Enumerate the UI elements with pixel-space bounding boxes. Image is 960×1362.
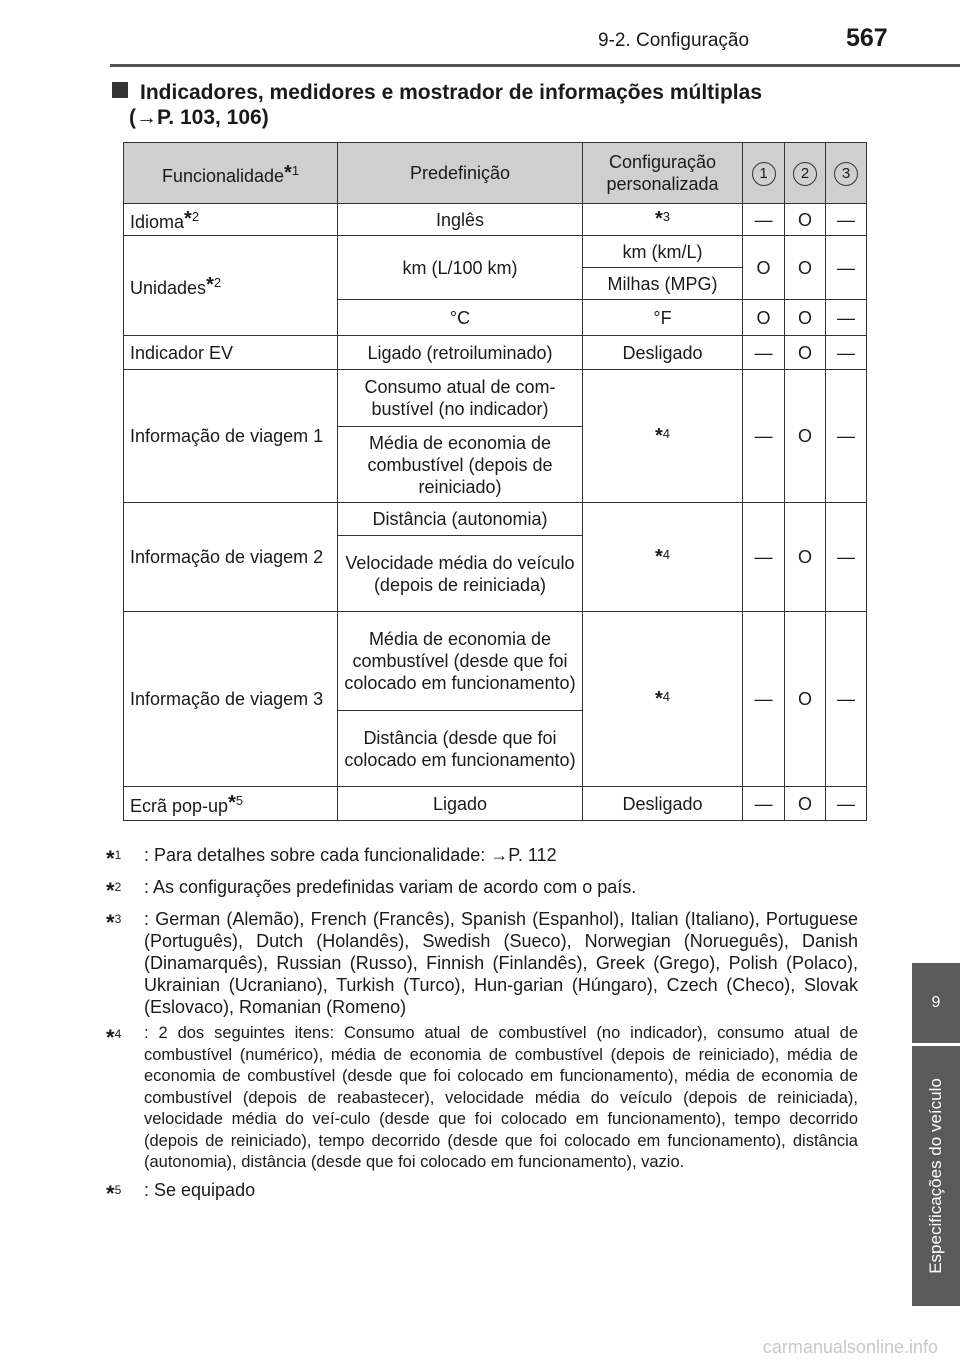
table-row: Unidades$^{*2}$ km (L/100 km) km (km/L) O O — — [124, 236, 867, 268]
feature-cell: Idioma$^{*2}$ — [124, 204, 338, 236]
header-circle-2 — [785, 143, 826, 204]
watermark-text: carmanualsonline.info — [762, 1337, 938, 1357]
header-circle-3 — [826, 143, 867, 204]
table-row: Informação de viagem 3 Média de economia de combustível (desde que foi colocado em funcionamento) $^{*4}$ — O — — [124, 612, 867, 711]
default-cell: °C — [338, 300, 583, 336]
footnote-1: *$^1$ : Para detalhes sobre cada funcionalidade: →P. 112 — [106, 845, 557, 871]
footnote-3: *$^3$ : German (Alemão), French (Francês), Spanish (Espanhol), Italian (Italiano), Portuguese (Português), Dutch (Holandês), Swedish (Sueco), Norwegian (Norueguês), Danish (Dinamarquês), Russian (Russo), Finnish (Finlandês), Greek (Grego), Polish (Polaco), Ukrainian (Ucraniano), Turkish (Turco), Hun-garian (Húngaro), Czech (Checo), Slovak (Eslovaco), Romanian (Romeno) — [106, 909, 858, 1017]
table-row: Ecrã pop-$up^{*5}$ Ligado Desligado — O — — [124, 787, 867, 821]
side-tab-label: Especificações do veículo — [912, 1046, 960, 1306]
custom-cell: Desligado — [583, 336, 743, 370]
custom-cell: °F — [583, 300, 743, 336]
custom-cell: *3 — [583, 204, 743, 236]
footnotes — [106, 844, 858, 1211]
circled-number-2-icon: 2 — [793, 162, 817, 186]
circled-number-3-icon: 3 — [834, 162, 858, 186]
header-circle-1 — [743, 143, 785, 204]
default-cell: Ligado — [338, 787, 583, 821]
heading-reference: (→P. 103, 106) — [129, 106, 269, 129]
default-cell: Distância (desde que foi colocado em funcionamento) — [338, 711, 583, 787]
table-row: Informação de viagem 2 Distância (autonomia) $^{*4}$ — O — — [124, 503, 867, 536]
header-custom: Configuração personalizada — [583, 143, 743, 204]
default-cell: Média de economia de combustível (desde que foi colocado em funcionamento) — [338, 612, 583, 711]
custom-cell: km (km/L) — [583, 236, 743, 268]
custom-cell: *4 — [583, 370, 743, 503]
header-default: Predefinição — [338, 143, 583, 204]
table-row: Informação de viagem 1 Consumo atual de com-bustível (no indicador) $^{*4}$ — O — — [124, 370, 867, 427]
default-cell: Ligado (retroiluminado) — [338, 336, 583, 370]
footnote-5: *$^5$ : Se equipado — [106, 1179, 256, 1206]
feature-cell: Ecrã pop-$up^{*5}$ — [124, 787, 338, 821]
feature-cell: Indicador EV — [124, 336, 338, 370]
default-cell: km (L/100 km) — [338, 236, 583, 300]
custom-cell: Milhas (MPG) — [583, 268, 743, 300]
heading-title: Indicadores, medidores e mostrador de informações múltiplas — [140, 81, 763, 104]
feature-cell: Unidades$^{*2}$ — [124, 236, 338, 336]
feature-cell: Informação de viagem 3 — [124, 612, 338, 787]
default-cell: Média de economia de combustível (depois de reiniciado) — [338, 427, 583, 503]
footnote-2: *$^2$ : As configurações predefinidas variam de acordo com o país. — [106, 877, 637, 903]
square-bullet-icon — [112, 82, 128, 98]
header-rule — [110, 64, 960, 67]
header-feature: Funcionalidade$^{*1}$ — [124, 143, 338, 204]
default-cell: Distância (autonomia) — [338, 503, 583, 536]
section-heading — [112, 80, 862, 130]
default-cell: Velocidade média do veículo (depois de reiniciada) — [338, 536, 583, 612]
custom-cell: *4 — [583, 612, 743, 787]
table-row: Idioma$^{*2}$ Inglês $^{*3}$ — O — — [124, 204, 867, 236]
custom-cell: Desligado — [583, 787, 743, 821]
footnote-4: *$^4$ : 2 dos seguintes itens: Consumo atual de combustível (no indicador), consumo atual de combustível (numérico), média de economia de combustível (depois de reiniciado), média de economia de combustível (desde que foi colocado em funcionamento), média de economia de combustível (depois de reabastecer), velocidade média do veículo (depois de reiniciada), velocidade média do veí-culo (desde que foi colocado em funcionamento), tempo decorrido (depois de reiniciado), tempo decorrido (desde que foi colocado em funcionamento), distância (autonomia), distância (desde que foi colocado em funcionamento), vazio. — [106, 1024, 858, 1171]
feature-cell: Informação de viagem 2 — [124, 503, 338, 612]
table-row: °C °F O O — — [124, 300, 867, 336]
side-tab-number: 9 — [912, 963, 960, 1043]
settings-table — [123, 142, 867, 821]
table-header-row — [124, 143, 867, 204]
page-number: 567 — [846, 24, 888, 52]
custom-cell: *4 — [583, 503, 743, 612]
circled-number-1-icon: 1 — [752, 162, 776, 186]
header-section-title: 9-2. Configuração — [598, 30, 750, 51]
default-cell: Inglês — [338, 204, 583, 236]
feature-cell: Informação de viagem 1 — [124, 370, 338, 503]
default-cell: Consumo atual de com-bustível (no indicador) — [338, 370, 583, 427]
table-row: Indicador EV Ligado (retroiluminado) Desligado — O — — [124, 336, 867, 370]
